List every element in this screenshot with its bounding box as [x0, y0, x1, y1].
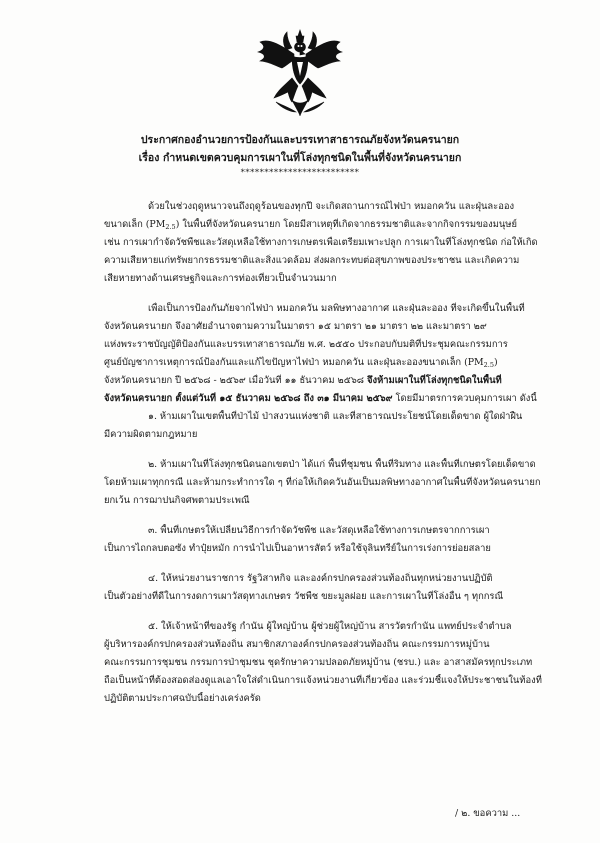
body-line [104, 374, 502, 388]
line-text: ปฏิบัติตามประกาศฉบับนี้อย่างเคร่งครัด [104, 693, 261, 704]
line-text: เป็นตัวอย่างที่ดีในการงดการเผาวัสดุทางเกษตร วัชพืช ขยะมูลฝอย และการเผาในที่โล่งอื่น ๆ ทุกกรณี [104, 591, 504, 602]
body-line [148, 410, 522, 424]
body-line [104, 356, 498, 370]
body-line [104, 656, 532, 670]
line-text: ๑. ห้ามเผาในเขตพื้นที่ป่าไม้ ป่าสงวนแห่งชาติ และที่สาธารณประโยชน์โดยเด็ดขาด ผู้ใดฝ่าฝืน [148, 411, 523, 422]
body-line [104, 542, 491, 556]
body-line [104, 674, 542, 688]
line-text: มีความผิดตามกฎหมาย [104, 429, 198, 440]
announcement-title: ประกาศกองอำนวยการป้องกันและบรรเทาสาธารณภัยจังหวัดนครนายก [140, 134, 460, 146]
line-text: เพื่อเป็นการป้องกันภัยจากไฟป่า หมอกควัน มลพิษทางอากาศ และฝุ่นละออง ที่จะเกิดขึ้นในพื้นที่ [148, 303, 525, 314]
line-text: ศูนย์บัญชาการเหตุการณ์ป้องกันและแก้ไขปัญหาไฟป่า หมอกควัน และฝุ่นละอองขนาดเล็ก (PM [104, 357, 484, 368]
line-text: ผู้บริหารองค์กรปกครองส่วนท้องถิ่น สมาชิกสภาองค์กรปกครองส่วนท้องถิ่น คณะกรรมการหมู่บ้าน [104, 639, 490, 650]
body-line [104, 392, 537, 406]
line-text: เช่น การเผากำจัดวัชพืชและวัสดุเหลือใช้ทางการเกษตรเพื่อเตรียมเพาะปลูก การเผาในที่โล่งทุกชนิด ก่อให้เกิด [104, 237, 538, 248]
line-text: ความเสียหายแก่ทรัพยากรธรรมชาติและสิ่งแวดล้อม ส่งผลกระทบต่อสุขภาพของประชาชน และเกิดความ [104, 255, 520, 266]
separator-stars: ************************* [240, 168, 360, 178]
line-text: คณะกรรมการชุมชน กรรมการป่าชุมชน ชุดรักษาความปลอดภัยหมู่บ้าน (ชรบ.) และ อาสาสมัครทุกประเภท [104, 657, 533, 668]
announcement-subject: เรื่อง กำหนดเขตควบคุมการเผาในที่โล่งทุกชนิดในพื้นที่จังหวัดนครนายก [138, 152, 462, 164]
line-text: เป็นการไถกลบตอซัง ทำปุ๋ยหมัก การนำไปเป็นอาหารสัตว์ หรือใช้จุลินทรีย์ในการเร่งการย่อยสลาย [104, 543, 491, 554]
body-line [104, 320, 487, 334]
line-text: โดยห้ามเผาทุกกรณี และห้ามกระทำการใด ๆ ที่ก่อให้เกิดควันอันเป็นมลพิษทางอากาศในพื้นที่จังหวัดนครนายก [104, 477, 541, 488]
subscript-text: 2.5 [483, 361, 494, 369]
body-line [104, 218, 517, 232]
body-line [104, 590, 503, 604]
line-text: เสียหายทางด้านเศรษฐกิจและการท่องเที่ยวเป็นจำนวนมาก [104, 273, 337, 284]
body-line [104, 638, 490, 652]
line-text: ขนาดเล็ก (PM [104, 219, 166, 230]
body-line [148, 302, 525, 316]
line-text: จึงห้ามเผาในที่โล่งทุกชนิดในพื้นที่ [367, 375, 502, 386]
body-line [148, 620, 512, 634]
body-line [148, 200, 514, 214]
line-text: ) [494, 357, 498, 368]
body-line [104, 338, 508, 352]
line-text: จังหวัดนครนายก จึงอาศัยอำนาจตามความในมาตรา ๑๕ มาตรา ๒๑ มาตรา ๒๒ และมาตรา ๒๙ [104, 321, 487, 332]
body-line [104, 254, 519, 268]
line-text: ถือเป็นหน้าที่ต้องสอดส่องดูแลเอาใจใส่ดำเนินการแจ้งหน่วยงานที่เกี่ยวข้อง และร่วมชี้แจงให้ประชาชนในท้องที่ [104, 675, 542, 686]
body-line [148, 458, 536, 472]
body-line [148, 572, 493, 586]
body-line [104, 476, 541, 490]
subscript-text: 2.5 [165, 223, 176, 231]
line-text: ๔. ให้หน่วยงานราชการ รัฐวิสาหกิจ และองค์กรปกครองส่วนท้องถิ่นทุกหน่วยงานปฏิบัติ [148, 573, 493, 584]
line-text: จังหวัดนครนายก ตั้งแต่วันที่ ๑๕ ธันวาคม ๒๕๖๘ ถึง ๓๑ มีนาคม ๒๕๖๙ [104, 393, 393, 404]
line-text: แห่งพระราชบัญญัติป้องกันและบรรเทาสาธารณภัย พ.ศ. ๒๕๕๐ ประกอบกับมติที่ประชุมคณะกรรมการ [104, 339, 508, 350]
body-line [104, 272, 337, 286]
body-line [104, 236, 538, 250]
line-text: ด้วยในช่วงฤดูหนาวจนถึงฤดูร้อนของทุกปี จะเกิดสถานการณ์ไฟป่า หมอกควัน และฝุ่นละออง [148, 201, 515, 212]
line-text: ) ในพื้นที่จังหวัดนครนายก โดยมีสาเหตุที่เกิดจากธรรมชาติและจากกิจกรรมของมนุษย์ [175, 219, 517, 230]
body-line [104, 494, 250, 508]
line-text: ๓. พื้นที่เกษตรให้เปลี่ยนวิธีการกำจัดวัชพืช และวัสดุเหลือใช้ทางการเกษตรจากการเผา [148, 525, 490, 536]
line-text: ๒. ห้ามเผาในที่โล่งทุกชนิดนอกเขตป่า ได้แก่ พื้นที่ชุมชน พื้นที่ริมทาง และพื้นที่เกษตรโดยเด็ดขาด [148, 459, 536, 470]
garuda-emblem-icon [256, 28, 344, 118]
body-line [148, 524, 490, 538]
body-line [104, 692, 261, 706]
line-text: โดยมีมาตรการควบคุมการเผา ดังนี้ [392, 393, 537, 404]
continuation-marker: / ๒. ขอความ ... [455, 808, 521, 819]
line-text: จังหวัดนครนายก ปี ๒๕๖๘ - ๒๕๖๙ เมื่อวันที่ ๑๑ ธันวาคม ๒๕๖๘ [104, 375, 367, 386]
body-line [104, 428, 197, 442]
line-text: ๕. ให้เจ้าหน้าที่ของรัฐ กำนัน ผู้ใหญ่บ้าน ผู้ช่วยผู้ใหญ่บ้าน สารวัตรกำนัน แพทย์ประจำตำบล [148, 621, 512, 632]
line-text: ยกเว้น การฌาปนกิจศพตามประเพณี [104, 495, 250, 506]
